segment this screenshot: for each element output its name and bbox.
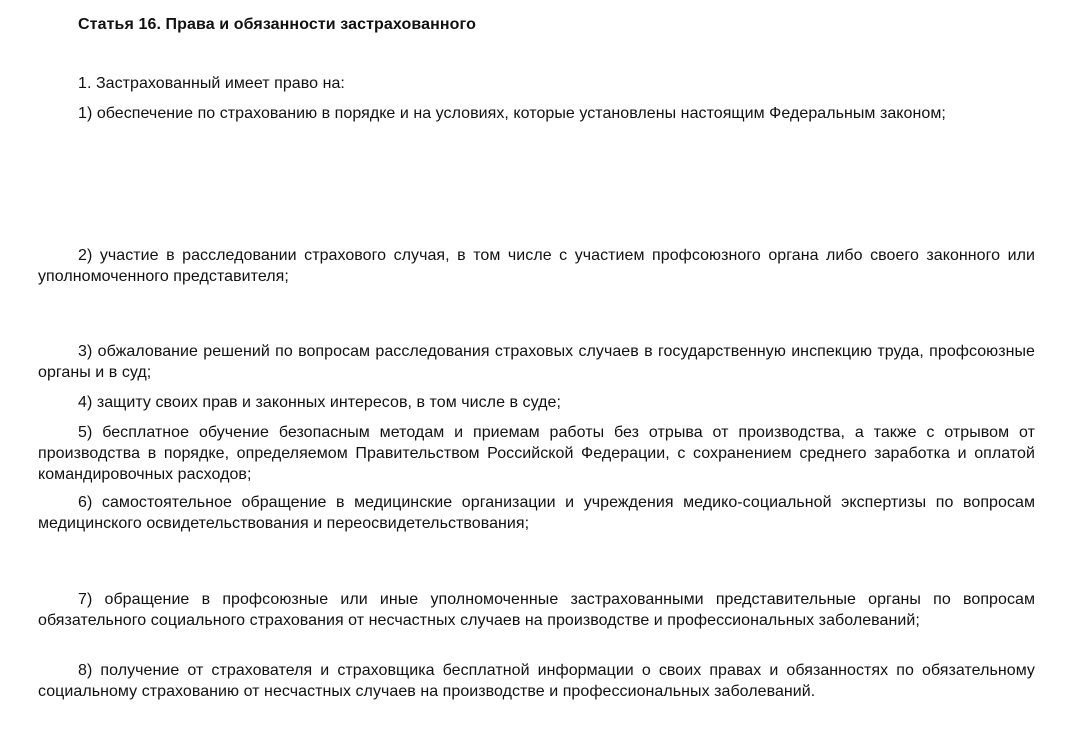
list-item-6: 6) самостоятельное обращение в медицинские организации и учреждения медико-социальной экспертизы по вопросам медицинского освидетельствования и переосвидетельствования;	[38, 494, 1035, 532]
list-item-3: 3) обжалование решений по вопросам расследования страховых случаев в государственную инспекцию труда, профсоюзные органы и в суд;	[38, 343, 1035, 381]
list-item-2: 2) участие в расследовании страхового случая, в том числе с участием профсоюзного органа либо своего законного или уполномоченного представителя;	[38, 247, 1035, 285]
list-item-4: 4) защиту своих прав и законных интересов, в том числе в суде;	[78, 394, 561, 411]
intro-paragraph: 1. Застрахованный имеет право на:	[78, 75, 345, 92]
list-item-5: 5) бесплатное обучение безопасным методам и приемам работы без отрыва от производства, а также с отрывом от производства в порядке, определяемом Правительством Российской Федерации, с сохранением среднего заработка и оплатой командировочных расходов;	[38, 424, 1035, 483]
article-title: Статья 16. Права и обязанности застрахованного	[78, 16, 476, 33]
list-item-1: 1) обеспечение по страхованию в порядке и на условиях, которые установлены настоящим Федеральным законом;	[78, 105, 946, 122]
list-item-7: 7) обращение в профсоюзные или иные уполномоченные застрахованными представительные органы по вопросам обязательного социального страхования от несчастных случаев на производстве и профессиональных заболеваний;	[38, 591, 1035, 629]
list-item-8: 8) получение от страхователя и страховщика бесплатной информации о своих правах и обязанностях по обязательному социальному страхованию от несчастных случаев на производстве и профессиональных заболеваний.	[38, 662, 1035, 700]
